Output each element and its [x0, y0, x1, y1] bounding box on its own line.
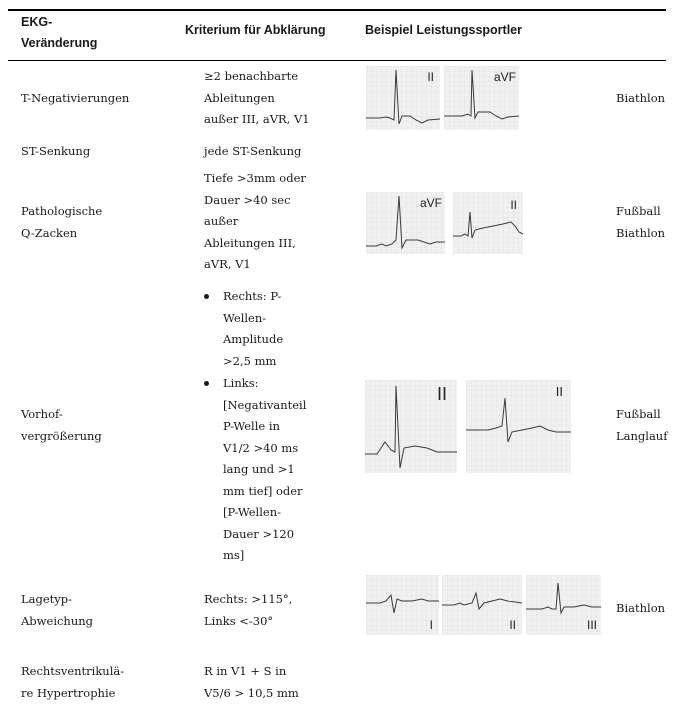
- bullet-line: Wellen-: [223, 310, 267, 325]
- row6-criterion-line: R in V1 + S in: [204, 664, 287, 678]
- table-top-rule: [8, 9, 666, 11]
- lead-label: III: [586, 618, 597, 632]
- ecg-trace-svg: [366, 575, 439, 635]
- row6-criterion-line: V5/6 > 10,5 mm: [204, 685, 299, 700]
- row6-change-line: Rechtsventrikulä-: [21, 664, 125, 678]
- row5-sport: Biathlon: [616, 601, 666, 615]
- bullet-line: P-Welle in: [223, 419, 280, 433]
- lead-label: aVF: [419, 196, 442, 210]
- row4-sport-line: Fußball: [616, 407, 661, 421]
- row1-criterion-line: außer III, aVR, V1: [204, 112, 310, 126]
- row3-sport-line: Fußball: [616, 204, 661, 218]
- row3-criterion-line: außer: [204, 214, 239, 228]
- row3-sport: [616, 201, 665, 244]
- row5-change-line: Abweichung: [21, 613, 94, 628]
- bullet-line: Links:: [223, 376, 259, 390]
- row3-criterion-line: Dauer >40 sec: [204, 192, 291, 207]
- bullet-line: [Negativanteil: [223, 397, 307, 412]
- bullet-line: mm tief] oder: [223, 483, 303, 498]
- row5-criterion: [204, 589, 292, 632]
- row3-sport-line: Biathlon: [616, 225, 666, 240]
- ecg-strip-row5-lead-ii: [442, 575, 522, 635]
- ecg-strip-row5-lead-iii: [526, 575, 601, 635]
- row5-criterion-line: Links <-30°: [204, 613, 274, 628]
- row2-change: ST-Senkung: [21, 144, 91, 158]
- row5-criterion-line: Rechts: >115°,: [204, 592, 293, 606]
- row3-criterion-line: Tiefe >3mm oder: [204, 171, 306, 185]
- lead-label: II: [436, 384, 447, 404]
- lead-label: II: [510, 198, 517, 212]
- row6-change-line: re Hypertrophie: [21, 685, 116, 700]
- ecg-strip-row3-lead-ii: [453, 192, 523, 254]
- row5-change-line: Lagetyp-: [21, 592, 73, 606]
- row6-change: [21, 661, 124, 704]
- row3-change-line: Q-Zacken: [21, 225, 78, 240]
- row4-change-line: Vorhof-: [21, 407, 63, 421]
- bullet-line: [P-Wellen-: [223, 505, 281, 519]
- row2-criterion: jede ST-Senkung: [204, 144, 302, 158]
- row1-criterion-line: Ableitungen: [204, 90, 275, 105]
- row4-bullet-left: [204, 373, 333, 567]
- bullet-line: Rechts: P-: [223, 289, 282, 303]
- lead-label: II: [555, 384, 563, 399]
- header-col-criterion: Kriterium für Abklärung: [185, 23, 326, 37]
- ecg-strip-row1-lead-avf: [444, 66, 519, 130]
- row6-criterion: [204, 661, 299, 704]
- lead-label: I: [429, 618, 433, 632]
- row1-sport: Biathlon: [616, 91, 666, 105]
- bullet-dot-icon: [204, 294, 209, 299]
- header-col-example: Beispiel Leistungssportler: [365, 23, 522, 37]
- row3-criterion: [204, 168, 306, 276]
- row1-criterion-line: ≥2 benachbarte: [204, 69, 299, 83]
- ecg-strip-row4-lead-ii-b: [466, 380, 571, 473]
- bullet-dot-icon: [204, 381, 209, 386]
- row1-criterion: [204, 66, 310, 131]
- row3-criterion-line: aVR, V1: [204, 257, 251, 271]
- bullet-line: V1/2 >40 ms: [223, 440, 299, 455]
- row4-sport: [616, 404, 667, 447]
- bullet-line: >2,5 mm: [223, 353, 277, 368]
- lead-label: II: [427, 70, 434, 84]
- bullet-line: Dauer >120: [223, 526, 295, 541]
- header-col-ekg-line2: Veränderung: [21, 36, 98, 50]
- ecg-strip-row1-lead-ii: [366, 66, 440, 130]
- row4-change: [21, 404, 102, 447]
- header-bottom-rule: [8, 60, 666, 61]
- bullet-line: Amplitude: [223, 332, 284, 346]
- row4-sport-line: Langlauf: [616, 428, 668, 443]
- row1-change: T-Negativierungen: [21, 91, 130, 105]
- ecg-strip-row3-lead-avf: [366, 192, 445, 254]
- lead-label: II: [509, 618, 516, 632]
- header-col-ekg: [21, 12, 141, 54]
- bullet-line: ms]: [223, 548, 245, 562]
- header-col-ekg-line1: EKG-: [21, 15, 53, 29]
- ecg-strip-row4-lead-ii-a: [365, 380, 457, 473]
- row5-change: [21, 589, 93, 632]
- row3-change: [21, 201, 102, 244]
- row4-change-line: vergrößerung: [21, 428, 102, 443]
- ecg-strip-row5-lead-i: [366, 575, 439, 635]
- row4-bullet-right: [204, 286, 333, 372]
- bullet-line: lang und >1: [223, 462, 295, 476]
- row3-change-line: Pathologische: [21, 204, 103, 218]
- lead-label: aVF: [493, 70, 516, 84]
- row3-criterion-line: Ableitungen III,: [204, 235, 296, 250]
